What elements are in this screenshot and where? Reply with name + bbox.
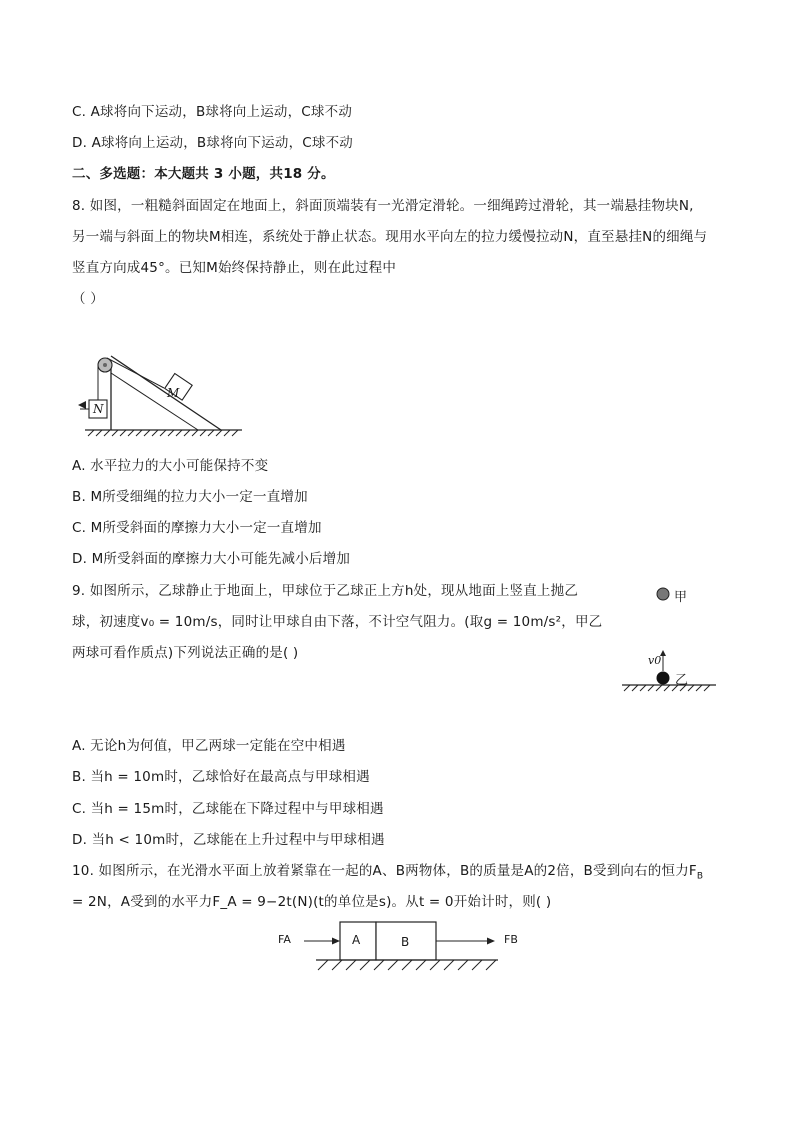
block-b-label: B: [401, 935, 410, 949]
block-n-label: N: [93, 402, 104, 416]
q8-stem-line-3: 竖直方向成45°。已知M始终保持静止，则在此过程中: [72, 260, 397, 276]
q10-stem-line-1: [72, 862, 703, 886]
q9-stem-line-1: 9. 如图所示，乙球静止于地面上，甲球位于乙球正上方h处，现从地面上竖直上抛乙: [72, 583, 579, 599]
q10-stem-line-2: = 2N，A受到的水平力F_A = 9−2t(N)(t的单位是s)。从t = 0开始计时，则( ): [72, 894, 552, 910]
q9-option-d: D. 当h < 10m时，乙球能在上升过程中与甲球相遇: [72, 832, 385, 848]
block-a-label: A: [352, 933, 361, 947]
ball-yi-label: 乙: [675, 673, 689, 688]
section-multi-choice-heading: 二、多选题：本大题共 3 小题，共18 分。: [72, 166, 335, 182]
q8-incline-figure: [80, 348, 250, 440]
q8-answer-bracket: （ ）: [72, 291, 104, 307]
q9-stem-line-3: 两球可看作质点)下列说法正确的是( ): [72, 645, 299, 661]
q8-stem-line-1: 8. 如图，一粗糙斜面固定在地面上，斜面顶端装有一光滑定滑轮。一细绳跨过滑轮，其一端悬挂物块N,: [72, 198, 694, 214]
q9-stem-line-2: 球，初速度v₀ = 10m/s，同时让甲球自由下落，不计空气阻力。(取g = 10m/s²，甲乙: [72, 614, 603, 630]
q10-blocks-figure: [276, 920, 518, 976]
q9-option-c: C. 当h = 15m时，乙球能在下降过程中与甲球相遇: [72, 801, 384, 817]
force-b-label: FB: [504, 933, 518, 946]
q8-stem-line-2: 另一端与斜面上的物块M相连，系统处于静止状态。现用水平向左的拉力缓慢拉动N，直至悬挂N的细绳与: [72, 229, 708, 245]
arrow-left-icon: [70, 401, 86, 409]
q8-option-c: C. M所受斜面的摩擦力大小一定一直增加: [72, 520, 322, 536]
velocity-label: v0: [648, 654, 662, 667]
force-a-label: FA: [278, 933, 291, 946]
q10-force-subscript: B: [696, 871, 704, 882]
ball-jia-label: 甲: [674, 590, 688, 605]
q7-option-c: C. A球将向下运动，B球将向上运动，C球不动: [72, 104, 353, 120]
q9-two-balls-figure: [618, 584, 720, 694]
q8-option-d: D. M所受斜面的摩擦力大小可能先减小后增加: [72, 551, 351, 567]
q8-option-a: A. 水平拉力的大小可能保持不变: [72, 458, 269, 474]
q7-option-d: D. A球将向上运动，B球将向下运动，C球不动: [72, 135, 354, 151]
q9-option-a: A. 无论h为何值，甲乙两球一定能在空中相遇: [72, 738, 346, 754]
q10-stem-text: 10. 如图所示，在光滑水平面上放着紧靠在一起的A、B两物体，B的质量是A的2倍，B受到向右的恒力F: [72, 863, 697, 879]
q9-option-b: B. 当h = 10m时，乙球恰好在最高点与甲球相遇: [72, 769, 370, 785]
block-m-label: M: [167, 386, 180, 400]
q8-option-b: B. M所受细绳的拉力大小一定一直增加: [72, 489, 308, 505]
